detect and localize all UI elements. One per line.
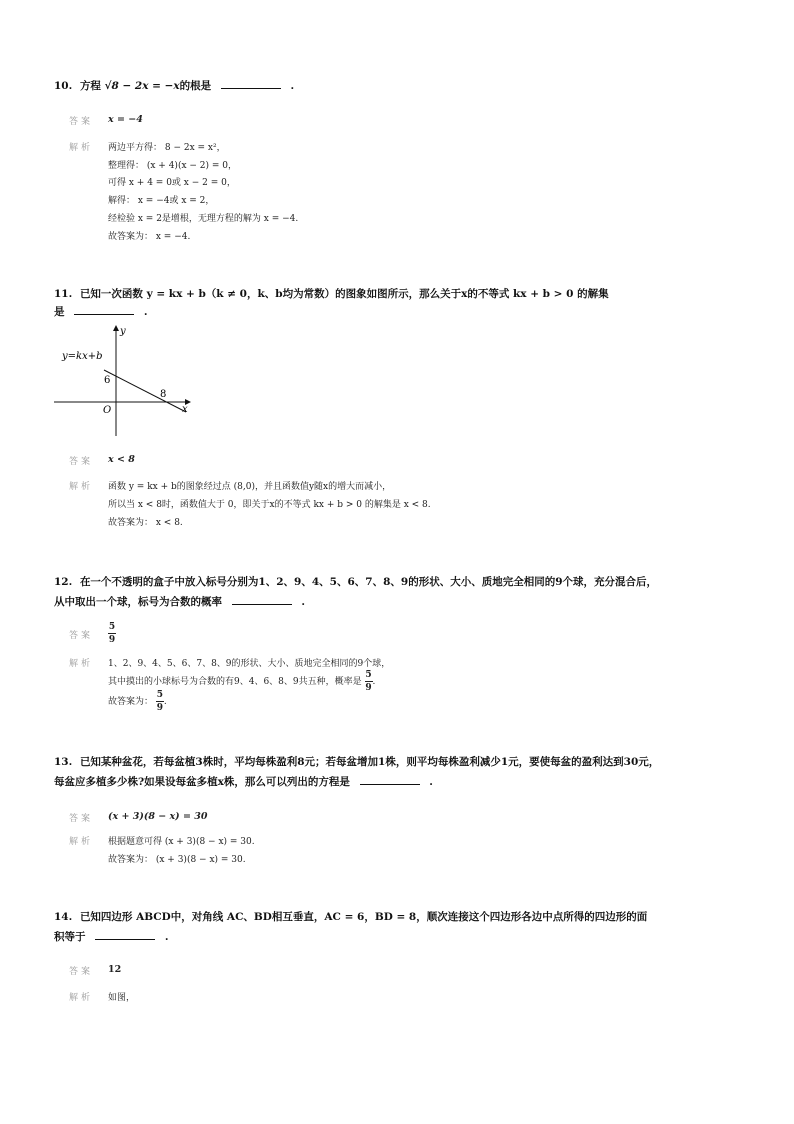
analysis-line: 1、2、9、4、5、6、7、8、9的形状、大小、质地完全相同的9个球， <box>108 659 391 669</box>
period: . <box>301 596 305 608</box>
analysis-line: 故答案为： x < 8. <box>108 518 183 528</box>
answer-blank <box>74 302 134 315</box>
question-number: 13. <box>54 756 73 768</box>
analysis-label: 解析 <box>69 993 94 1003</box>
question-text: 是 <box>54 306 65 318</box>
question-13-line2 <box>54 770 754 794</box>
question-text: 已知一次函数 y = kx + b（k ≠ 0，k、b均为常数）的图象如图所示，那么关于x的不等式 kx + b > 0 的解集 <box>79 288 609 300</box>
question-number: 11. <box>54 288 73 300</box>
answer-blank <box>95 927 155 940</box>
analysis-line: 根据题意可得 (x + 3)(8 − x) = 30. <box>108 837 255 847</box>
line-label: y=kx+b <box>62 351 103 362</box>
analysis-line: 经检验 x = 2是增根，无理方程的解为 x = −4. <box>108 214 299 224</box>
analysis-line: 整理得： (x + 4)(x − 2) = 0， <box>108 161 238 171</box>
x-axis-label: x <box>182 404 188 415</box>
question-text: 在一个不透明的盒子中放入标号分别为1、2、9、4、5、6、7、8、9的形状、大小、质地完全相同的9个球，充分混合后， <box>79 576 657 588</box>
answer-label: 答案 <box>69 967 94 977</box>
fraction <box>156 690 164 713</box>
numerator: 5 <box>156 690 164 700</box>
question-text: 积等于 <box>54 931 86 943</box>
answer-label: 答案 <box>69 117 94 127</box>
numerator: 5 <box>108 622 116 632</box>
denominator: 9 <box>156 703 164 713</box>
period: . <box>163 697 167 707</box>
x-intercept-label: 8 <box>160 389 167 400</box>
answer-value <box>108 622 116 645</box>
analysis-line: 可得 x + 4 = 0或 x − 2 = 0， <box>108 178 236 188</box>
answer-blank <box>221 76 281 89</box>
period: . <box>164 931 169 943</box>
y-axis-label: y <box>120 326 126 337</box>
analysis-line: 两边平方得： 8 − 2x = x²， <box>108 143 226 153</box>
analysis-line <box>108 690 167 713</box>
analysis-line: 故答案为： (x + 3)(8 − x) = 30. <box>108 855 246 865</box>
equation: √8 − 2x = −x <box>104 80 180 92</box>
question-14-line2 <box>54 925 754 949</box>
analysis-label: 解析 <box>69 659 94 669</box>
analysis-line: 函数 y = kx + b的图象经过点 (8,0)，并且函数值y随x的增大而减小， <box>108 482 392 492</box>
answer-value: x = −4 <box>108 114 143 125</box>
answer-blank <box>232 592 292 605</box>
question-11-line2 <box>54 300 754 324</box>
denominator: 9 <box>108 635 116 645</box>
question-text: 从中取出一个球，标号为合数的概率 <box>54 596 222 608</box>
answer-value: x < 8 <box>108 454 135 465</box>
question-text: 已知某种盆花，若每盆植3株时，平均每株盈利8元；若每盆增加1株，则平均每株盈利减少1元，要使每盆的盈利达到30元， <box>79 756 660 768</box>
question-12-line2 <box>54 590 754 614</box>
analysis-label: 解析 <box>69 143 94 153</box>
answer-blank <box>360 772 420 785</box>
question-text: 已知四边形 ABCD中，对角线 AC、BD相互垂直，AC = 6，BD = 8，顺次连接这个四边形各边中点所得的四边形的面 <box>79 911 648 923</box>
answer-label: 答案 <box>69 814 94 824</box>
analysis-text: 其中摸出的小球标号为合数的有9、4、6、8、9共五种，概率是 <box>108 677 362 687</box>
answer-label: 答案 <box>69 457 94 467</box>
analysis-line: 如图， <box>108 993 136 1003</box>
analysis-label: 解析 <box>69 837 94 847</box>
question-text: 方程 <box>79 80 101 92</box>
numerator: 5 <box>365 670 372 680</box>
fraction <box>108 622 116 645</box>
question-text: 每盆应多植多少株?如果设每盆多植x株，那么可以列出的方程是 <box>54 776 350 788</box>
answer-label: 答案 <box>69 631 94 641</box>
analysis-line: 解得： x = −4或 x = 2， <box>108 196 215 206</box>
period: . <box>372 677 376 687</box>
question-10 <box>54 74 754 98</box>
question-number: 14. <box>54 911 73 923</box>
analysis-label: 解析 <box>69 482 94 492</box>
denominator: 9 <box>365 683 372 693</box>
origin-label: O <box>103 405 112 416</box>
y-intercept-label: 6 <box>104 375 111 386</box>
answer-value: 12 <box>108 964 122 975</box>
period: . <box>429 776 433 788</box>
period: . <box>290 80 295 92</box>
analysis-line: 所以当 x < 8时，函数值大于 0，即关于x的不等式 kx + b > 0 的解集是 x < 8. <box>108 500 431 510</box>
analysis-line: 故答案为： x = −4. <box>108 232 191 242</box>
linear-function-graph <box>54 322 204 442</box>
fraction <box>365 670 373 693</box>
question-number: 10. <box>54 80 73 92</box>
question-text: 的根是 <box>179 80 212 92</box>
answer-value: (x + 3)(8 − x) = 30 <box>108 811 208 822</box>
analysis-text: 故答案为： <box>108 697 154 707</box>
question-number: 12. <box>54 576 73 588</box>
period: . <box>143 306 148 318</box>
